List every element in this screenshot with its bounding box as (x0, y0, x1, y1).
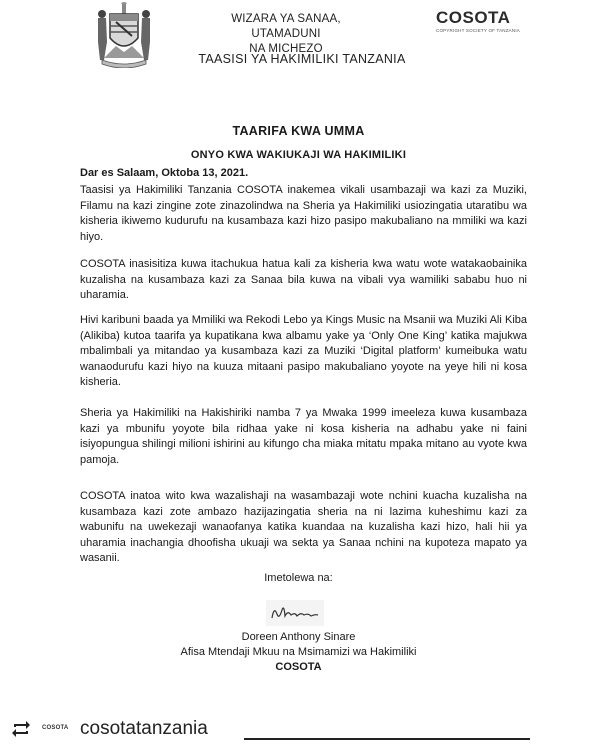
agency-name: TAASISI YA HAKIMILIKI TANZANIA (198, 52, 406, 66)
cosota-logo-subtext: COPYRIGHT SOCIETY OF TANZANIA (436, 28, 520, 33)
paragraph-1: Taasisi ya Hakimiliki Tanzania COSOTA inakemea vikali usambazaji wa kazi za Muziki, Filamu na kazi zingine zote zinazolindwa na Sheria ya Hakimiliki usiozingatia utaratibu wa kisheria ikiwemo kudurufu na kusambaza kazi hizo pasipo makubaliano na mmiliki wa kazi hiyo. (80, 184, 527, 243)
signatory-name: Doreen Anthony Sinare (241, 631, 356, 643)
notice-date: Dar es Salaam, Oktoba 13, 2021. (80, 167, 249, 179)
repost-icon[interactable] (10, 718, 32, 740)
signatory-org: COSOTA (275, 661, 322, 673)
cosota-logo (436, 8, 526, 38)
cosota-logo-wordmark: COSOTA (436, 8, 511, 27)
account-handle[interactable]: cosotatanzania (80, 718, 208, 739)
tanzania-coat-of-arms-icon (88, 2, 160, 68)
ministry-name (196, 12, 376, 57)
signatory-role: Afisa Mtendaji Mkuu na Msimamizi wa Hakimiliki (180, 646, 417, 658)
ministry-line-1: WIZARA YA SANAA, UTAMADUNI (231, 13, 341, 40)
handle-underline (244, 738, 530, 740)
mini-cosota-logo[interactable]: COSOTA (42, 725, 69, 731)
notice-title: TAARIFA KWA UMMA (232, 124, 365, 138)
paragraph-3: Hivi karibuni baada ya Mmiliki wa Rekodi Lebo ya Kings Music na Msanii wa Muziki Ali Kiba (Alikiba) kutoa taarifa ya kupatikana kwa albamu yake ya ‘Only One King’ katika majukwa mbalimbali ya mitandao ya kusambaza kazi za Muziki ‘Digital platform’ kumeibuka watu wanaodurufu kazi hiyo na kuuza mitaani pasipo makubaliano yoyote na yeye hili ni kosa kisheria. (80, 314, 527, 389)
paragraph-2: COSOTA inasisitiza kuwa itachukua hatua kali za kisheria kwa watu wote watakaobainika kuzalisha na kusambaza kazi za Sanaa bila kuwa na vibali vya wamiliki sababu huo ni uharamia. (80, 258, 527, 302)
paragraph-4: Sheria ya Hakimiliki na Hakishiriki namba 7 ya Mwaka 1999 imeeleza kuwa kusambaza kazi ya mbunifu yoyote bila ridhaa yake ni kosa kisheria na adhabu yake ni faini isiyopungua shilingi milioni ishirini au kifungo cha miaka mitatu mpaka mitano au vyote kwa pamoja. (80, 407, 527, 466)
paragraph-5: COSOTA inatoa wito kwa wazalishaji na wasambazaji wote nchini kuacha kuzalisha na kusambaza kazi zote ambazo hazijazingatia sheria na ni lazima kuheshimu kazi za wabunifu na uwekezaji wanaofanya katika kuandaa na kuzalisha kazi hizo, hali hii ya uharamia inachangia dhoofisha ukuaji wa sekta ya Sanaa nchini na kupoteza mapato ya wasanii. (80, 490, 527, 565)
ministry-line-2: NA MICHEZO (249, 43, 323, 55)
handwritten-signature-icon (266, 600, 324, 626)
notice-subtitle: ONYO KWA WAKIUKAJI WA HAKIMILIKI (190, 149, 407, 161)
issued-by-label: Imetolewa na: (264, 572, 333, 584)
